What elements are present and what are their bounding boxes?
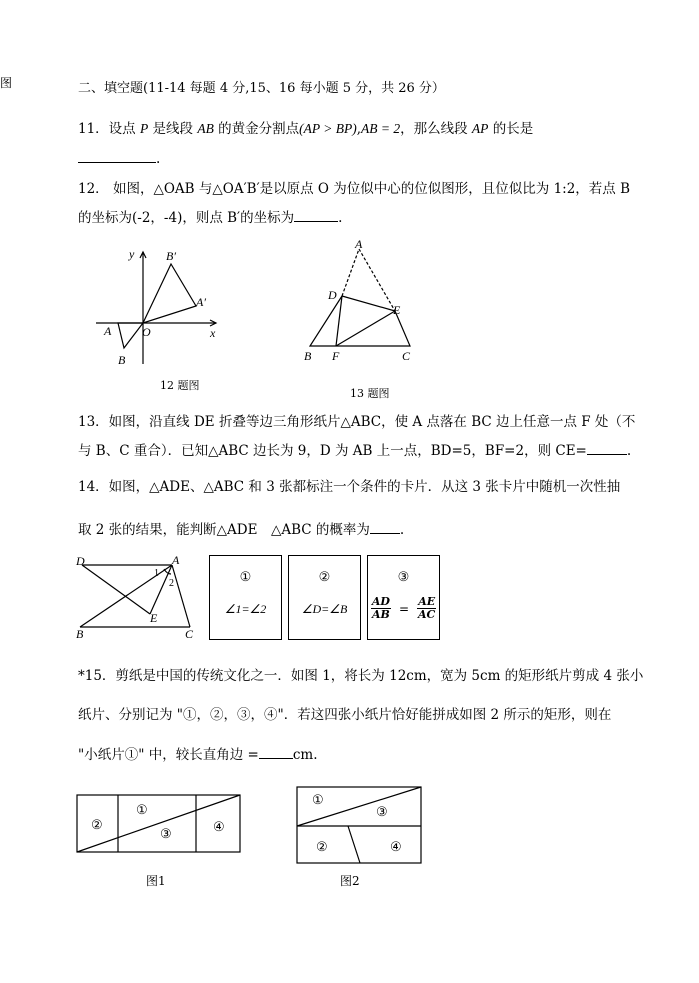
fig14-ac: [172, 565, 190, 627]
q15-line1: *15．剪纸是中国的传统文化之一．如图 1，将长为 12cm，宽为 5cm 的矩形纸片剪成 4 张小: [78, 668, 644, 684]
fig15b-label-1: ①: [312, 792, 324, 807]
q14-line1: 14．如图，△ADE、△ABC 和 3 张都标注一个条件的卡片．从这 3 张卡片中随机一次性抽: [78, 479, 621, 495]
fig12-label-b: B: [118, 353, 126, 367]
card-2-number: ②: [318, 570, 331, 585]
fig13-caption: 13 题图: [350, 387, 390, 400]
q14-line2: 取 2 张的结果，能判断△ADE △ABC 的概率为 .: [78, 522, 405, 538]
fig12-label-x: x: [210, 326, 216, 340]
card-1[interactable]: [209, 555, 282, 640]
fig15b-label-2: ②: [316, 839, 328, 854]
card-1-condition: ∠1=∠2: [224, 602, 267, 616]
figure-14: [72, 552, 202, 642]
fig12-label-a2: A′: [196, 295, 206, 309]
fig15a-label-1: ①: [136, 802, 148, 817]
fig13-label-f: F: [332, 349, 340, 363]
q15-line3: "小纸片①" 中，较长直角边 = cm.: [78, 747, 318, 763]
q15-line2: 纸片、分别记为 "①，②，③，④"．若这四张小纸片恰好能拼成如图 2 所示的矩形，则在: [78, 707, 612, 723]
card-1-number: ①: [239, 570, 252, 585]
fig14-label-2: 2: [169, 578, 174, 589]
fig15b-label-4: ④: [390, 839, 402, 854]
fig13-ae-dashed: [359, 249, 395, 311]
fig15b-caption: 图2: [340, 874, 360, 888]
q13-line1: 13．如图，沿直线 DE 折叠等边三角形纸片△ABC，使 A 点落在 BC 边上任意一点 F 处（不: [78, 414, 636, 430]
fig14-label-c: C: [185, 627, 194, 641]
fig15b-cut: [348, 826, 360, 863]
fig15a-label-4: ④: [213, 819, 225, 834]
fig13-da-dashed: [342, 249, 359, 296]
q14-answer-blank[interactable]: [370, 521, 400, 534]
fig13-label-c: C: [402, 349, 411, 363]
figure-15-1: [76, 794, 242, 854]
fig12-triangle-oab: [118, 323, 143, 348]
fig12-caption: 12 题图: [160, 379, 200, 392]
fig13-label-d: D: [328, 288, 337, 302]
q12-answer-blank[interactable]: [294, 209, 338, 222]
q13-line2: 与 B、C 重合）．已知△ABC 边长为 9，D 为 AB 上一点，BD=5，BF=2，则 CE= .: [78, 443, 632, 459]
fig15b-label-3: ③: [376, 804, 388, 819]
fig14-label-b: B: [76, 627, 84, 641]
q11-line2: .: [78, 150, 160, 168]
figure-15-2: [296, 786, 424, 866]
card-2-condition: ∠D=∠B: [301, 602, 348, 616]
q12-line1: 12． 如图，△OAB 与△OA′B′是以原点 O 为位似中心的位似图形，且位似比为 1:2，若点 B: [78, 181, 631, 197]
fig12-label-b2: B′: [166, 249, 176, 263]
fig13-label-b: B: [304, 349, 312, 363]
fig13-label-e: E: [393, 303, 401, 317]
fig12-label-o: O: [142, 325, 151, 339]
q13-answer-blank[interactable]: [587, 442, 627, 455]
fig12-label-a: A: [104, 324, 112, 338]
fig14-label-a: A: [172, 553, 180, 567]
q15-answer-blank[interactable]: [259, 746, 293, 759]
card-2[interactable]: [288, 555, 361, 640]
section-header: 二、填空题(11-14 每题 4 分,15、16 每小题 5 分，共 26 分）: [78, 81, 445, 96]
fig13-label-a: A: [355, 237, 363, 251]
figure-13: [296, 236, 426, 366]
q11-line1: 11．设点 P 是线段 AB 的黄金分割点(AP > BP),AB = 2，那么线段 AP 的长是: [78, 121, 534, 137]
fig14-de: [82, 565, 150, 614]
fig15a-label-2: ②: [91, 817, 103, 832]
edge-char: 图: [0, 76, 13, 90]
card-3[interactable]: [367, 555, 440, 640]
figure-12: [96, 240, 226, 370]
fig14-label-e: E: [150, 611, 158, 625]
card-3-condition: $\frac{AD}{AB}$ = $\frac{AE}{AC}$: [371, 595, 436, 621]
fig13-fe: [336, 311, 395, 346]
fig15a-label-3: ③: [160, 826, 172, 841]
fig12-label-y: y: [129, 247, 135, 261]
q12-line2: 的坐标为(-2，-4)，则点 B′的坐标为 .: [78, 210, 343, 226]
fig12-triangle-oa2b2: [143, 264, 196, 323]
fig14-label-1: 1: [154, 568, 159, 579]
card-3-number: ③: [397, 570, 410, 585]
fig14-label-d: D: [76, 554, 85, 568]
q11-answer-blank[interactable]: [78, 150, 156, 163]
fig15a-caption: 图1: [146, 874, 166, 888]
